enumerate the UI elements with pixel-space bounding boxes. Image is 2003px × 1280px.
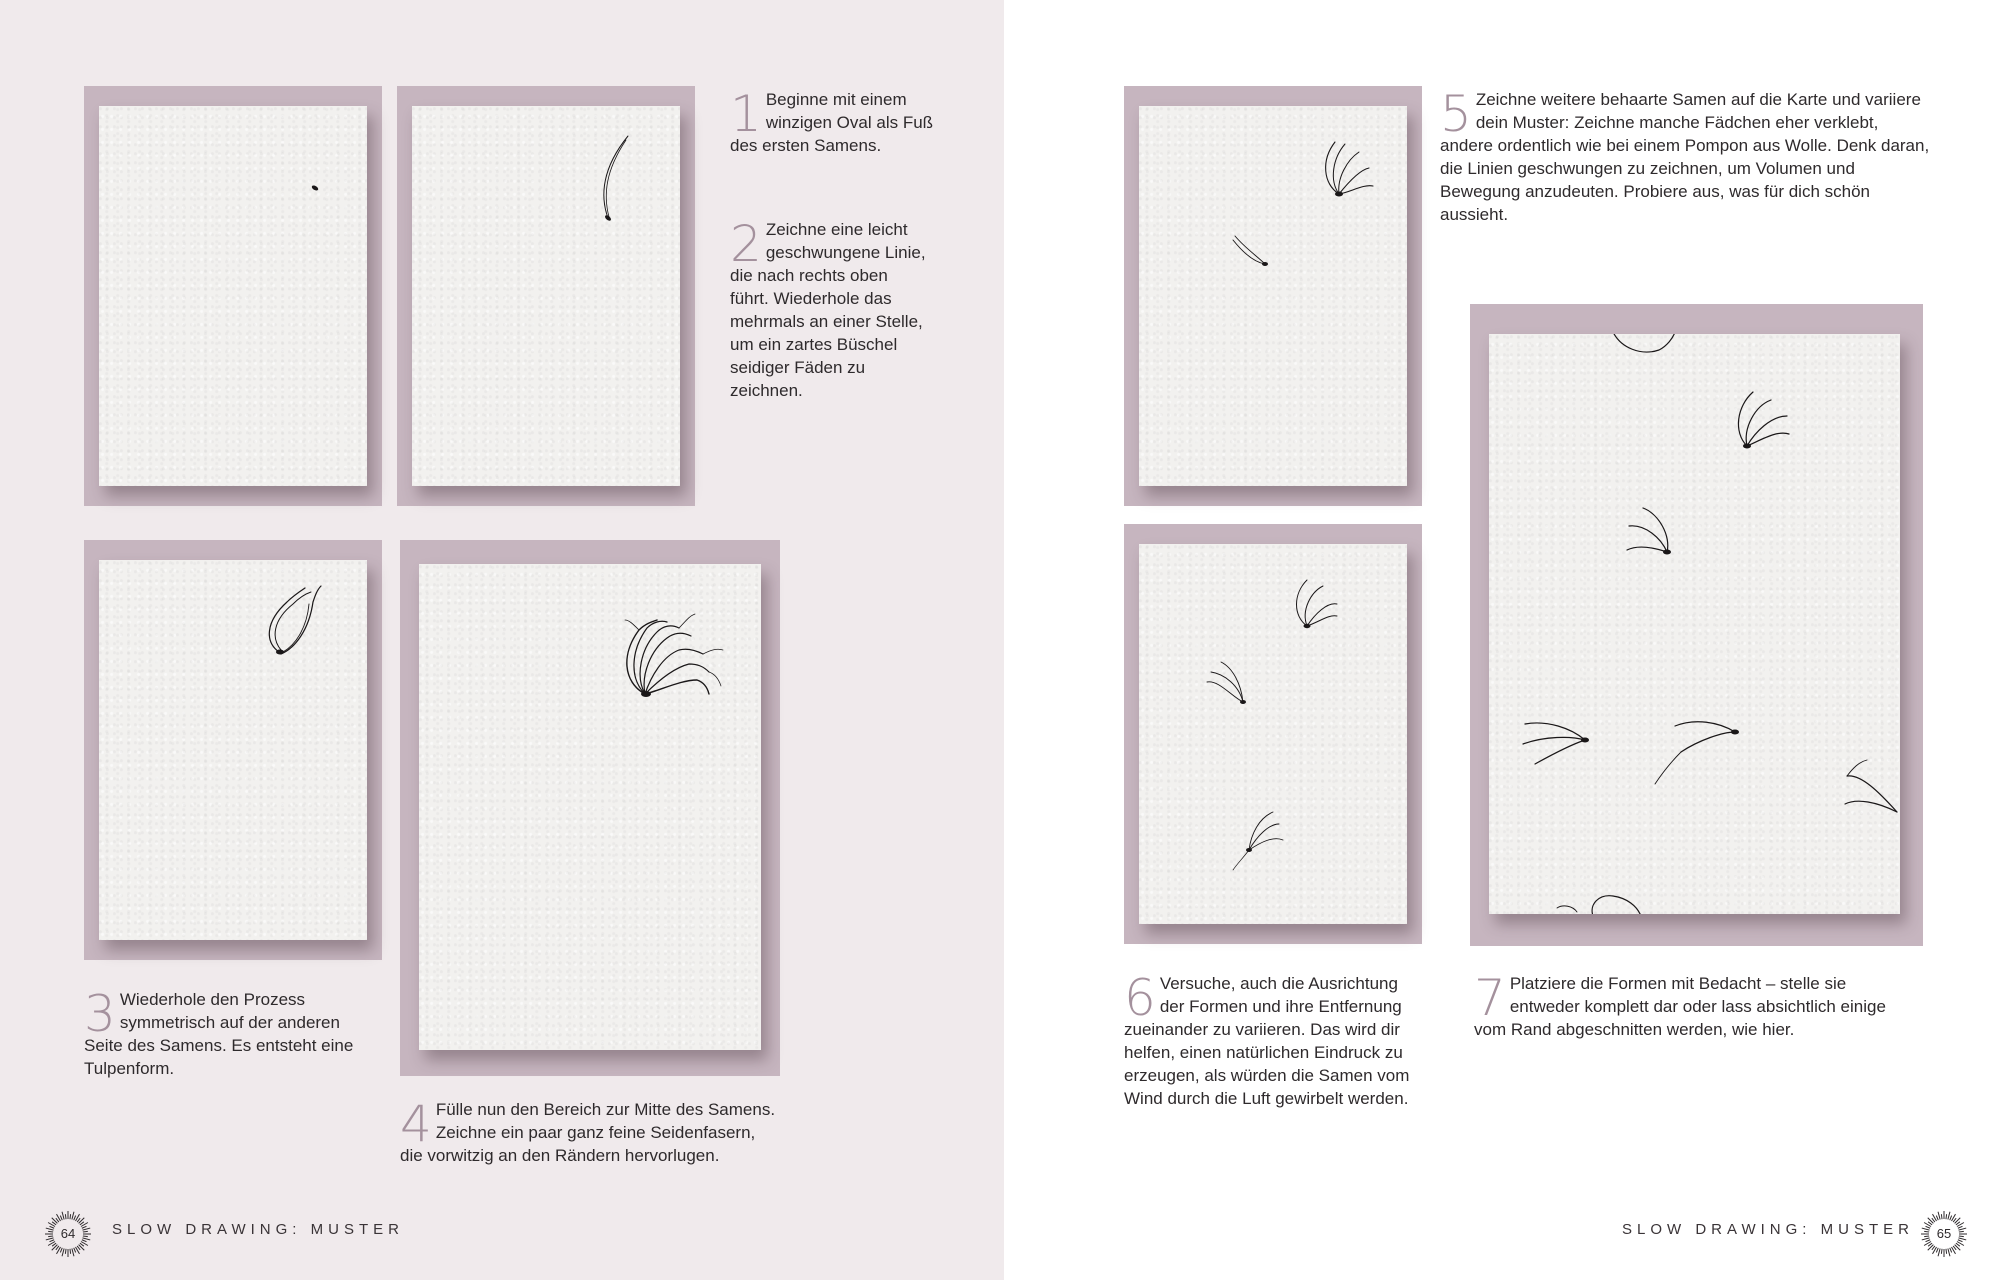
step-3-text <box>84 985 374 1080</box>
step-number: 7 <box>1474 969 1506 1027</box>
paper-card-step-3 <box>99 560 367 940</box>
paper-card-step-1 <box>99 106 367 486</box>
step-number: 2 <box>730 215 762 273</box>
step-7-text <box>1474 969 1914 1041</box>
step-description: Versuche, auch die Ausrichtung der Formen und ihre Entfernung zueinander zu variieren. Das wird dir helfen, einen natürlichen Eindruck zu erzeugen, als würden die Samen vom Wind durch die Luft gewirbelt werden. <box>1124 974 1410 1108</box>
paper-card-step-6 <box>1139 544 1407 924</box>
step-number: 1 <box>730 85 762 143</box>
step-5-text <box>1440 85 1930 226</box>
seed-drawing-step-5 <box>1139 106 1407 486</box>
step-description: Beginne mit einem winzigen Oval als Fuß des ersten Samens. <box>730 90 934 155</box>
step-4-text <box>400 1095 780 1167</box>
step-description: Zeichne weitere behaarte Samen auf die Karte und variiere dein Muster: Zeichne manche Fädchen eher verklebt, andere ordentlich wie bei einem Pompon aus Wolle. Denk daran, die Linien geschwungen zu zeichnen, um Volumen und Bewegung anzudeuten. Probiere aus, was für dich schön aussieht. <box>1440 90 1930 224</box>
step-2-text <box>730 215 930 402</box>
paper-card-step-2 <box>412 106 680 486</box>
page-number-left <box>44 1210 92 1258</box>
seed-drawing-step-6 <box>1139 544 1407 924</box>
seed-drawing-step-4 <box>419 564 761 1050</box>
page-number-label: 65 <box>1936 1226 1952 1241</box>
step-6-text <box>1124 969 1424 1110</box>
step-description: Platziere die Formen mit Bedacht – stelle sie entweder komplett dar oder lass absichtlich einige vom Rand abgeschnitten werden, wie hier. <box>1474 974 1886 1039</box>
step-description: Wiederhole den Prozess symmetrisch auf der anderen Seite des Samens. Es entsteht eine Tulpenform. <box>84 990 354 1078</box>
step-description: Zeichne eine leicht geschwungene Linie, die nach rechts oben führt. Wiederhole das mehrmals an einer Stelle, um ein zartes Büschel seidiger Fäden zu zeichnen. <box>730 220 926 400</box>
running-title-left: SLOW DRAWING: MUSTER <box>112 1221 404 1238</box>
seed-drawing-step-7 <box>1489 334 1900 914</box>
page-number-right <box>1920 1210 1968 1258</box>
right-page <box>1004 0 2003 1280</box>
step-description: Fülle nun den Bereich zur Mitte des Samens. Zeichne ein paar ganz feine Seidenfasern, die vorwitzig an den Rändern hervorlugen. <box>400 1100 776 1165</box>
running-title-right: SLOW DRAWING: MUSTER <box>1622 1221 1914 1238</box>
paper-card-step-7 <box>1489 334 1900 914</box>
paper-card-step-4 <box>419 564 761 1050</box>
seed-drawing-step-3 <box>99 560 367 940</box>
paper-card-step-5 <box>1139 106 1407 486</box>
step-number: 4 <box>400 1095 432 1153</box>
page-number-label: 64 <box>60 1226 76 1241</box>
seed-drawing-step-1 <box>99 106 367 486</box>
step-number: 5 <box>1440 85 1472 143</box>
seed-drawing-step-2 <box>412 106 680 486</box>
step-number: 3 <box>84 985 116 1043</box>
step-1-text <box>730 85 940 157</box>
step-number: 6 <box>1124 969 1156 1027</box>
